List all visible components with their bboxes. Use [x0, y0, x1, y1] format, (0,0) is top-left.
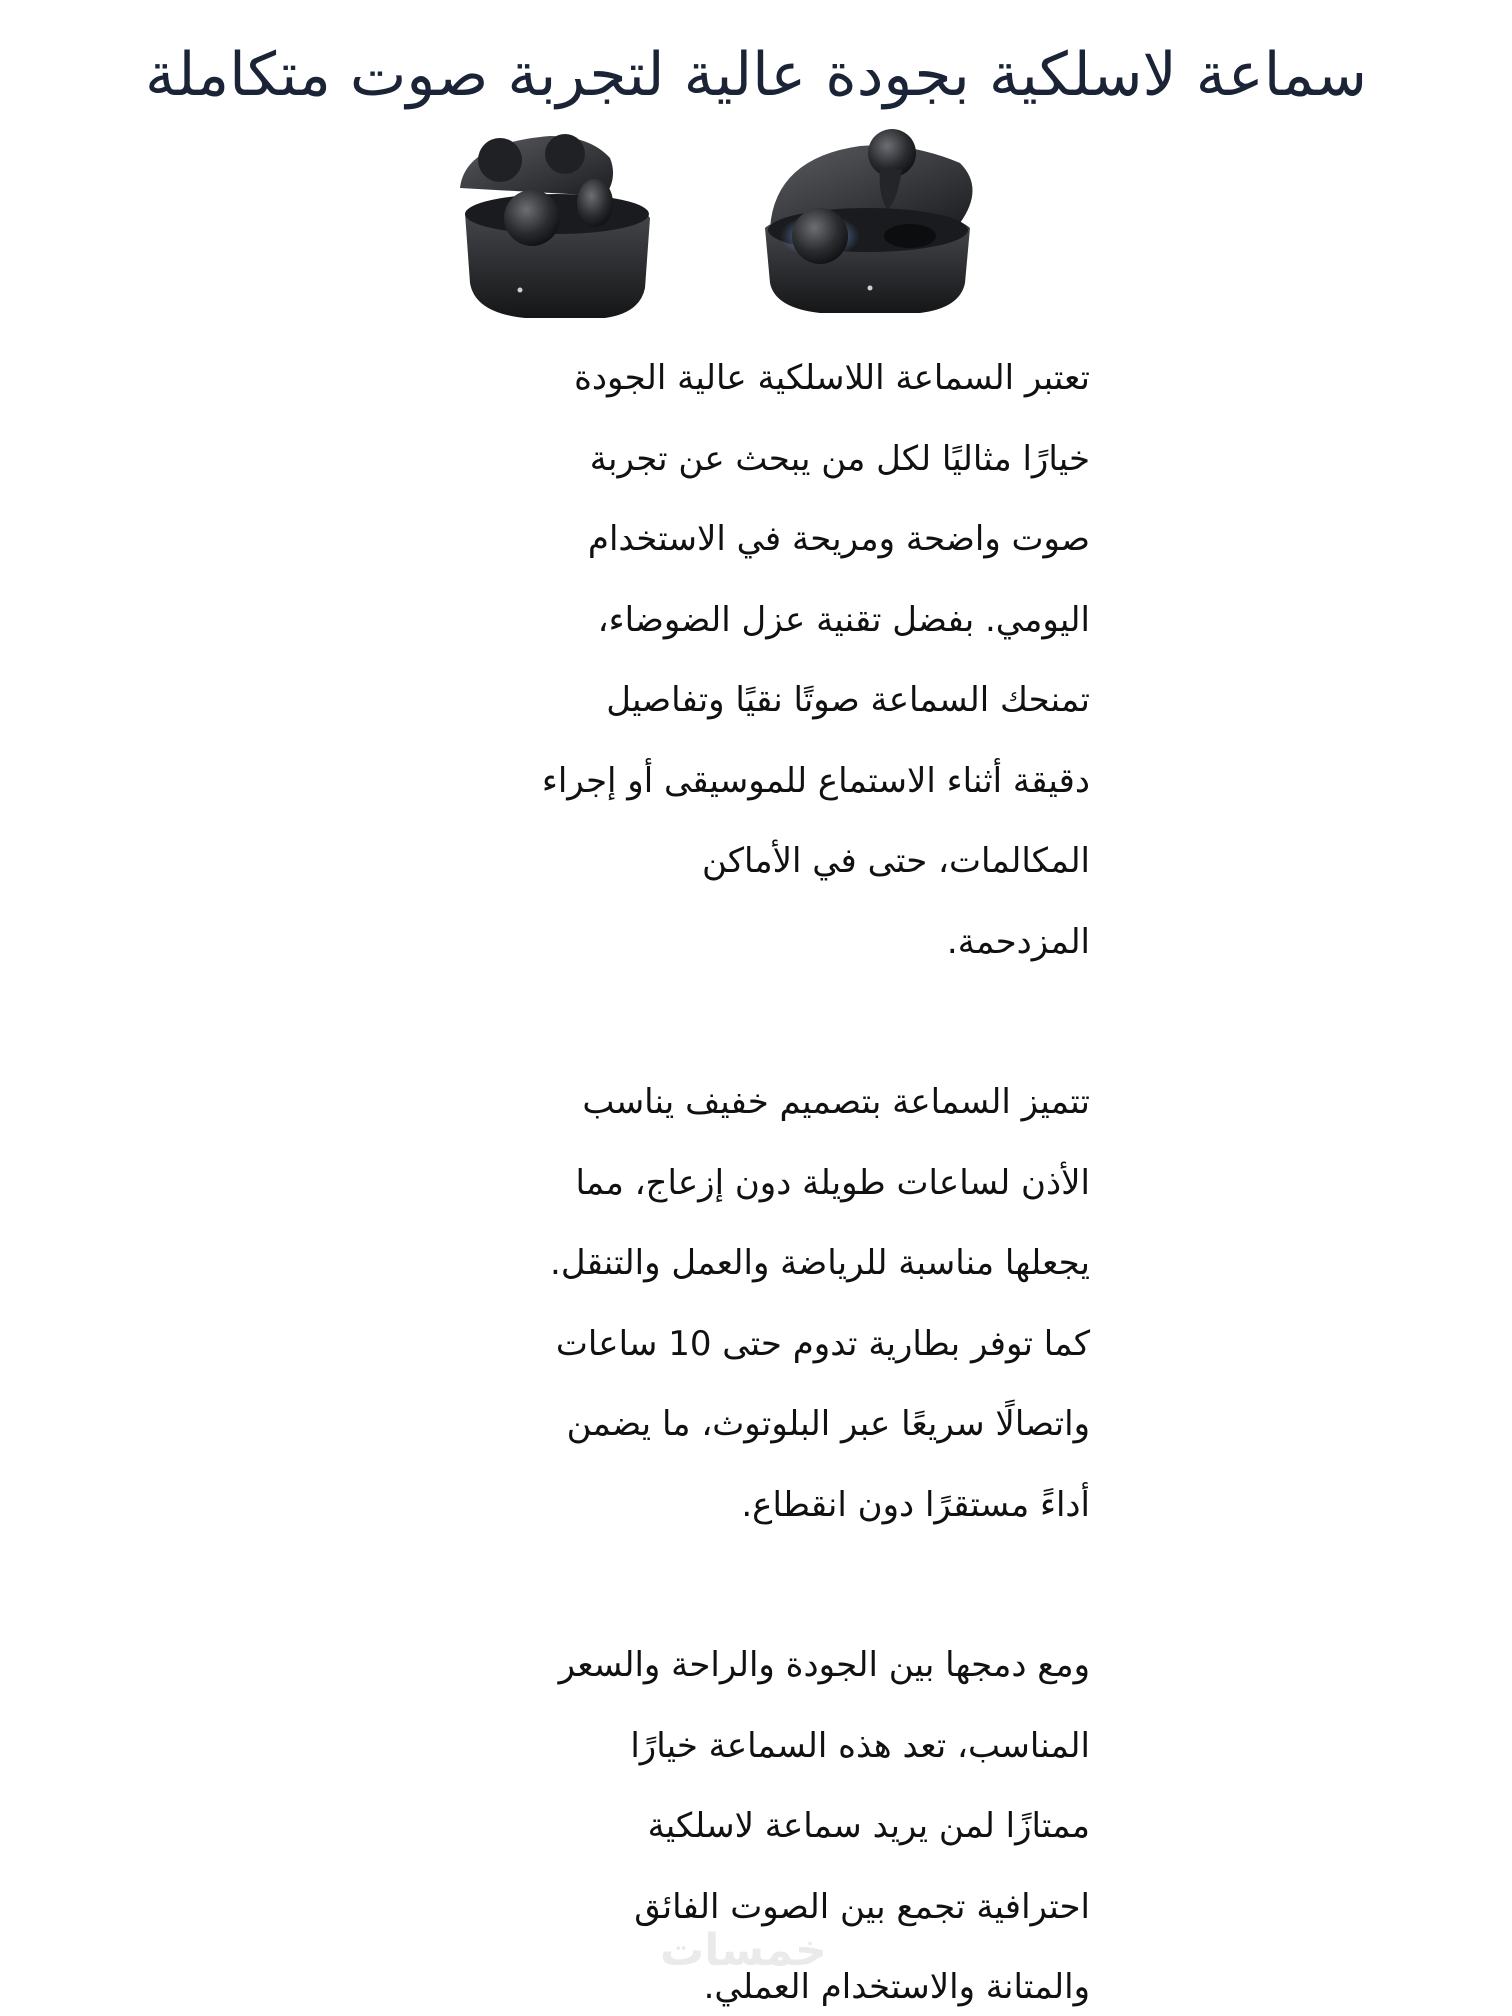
article-body — [490, 338, 1090, 2016]
text-line: المزدحمة. — [946, 921, 1090, 962]
earbuds-illustration — [440, 118, 1080, 333]
text-line: صوت واضحة ومريحة في الاستخدام — [587, 519, 1090, 559]
text-line: تعتبر السماعة اللاسلكية عالية الجودة — [574, 358, 1090, 398]
text-line: كما توفر بطارية تدوم حتى 10 ساعات — [555, 1323, 1090, 1364]
earbud-case-icon — [460, 134, 650, 318]
paragraph-3 — [490, 1625, 1090, 2016]
text-line: ممتازًا لمن يريد سماعة لاسلكية — [647, 1806, 1090, 1846]
text-line: والمتانة والاستخدام العملي. — [703, 1967, 1090, 2007]
paragraph-1 — [490, 338, 1090, 982]
text-line: واتصالًا سريعًا عبر البلوتوث، ما يضمن — [566, 1404, 1090, 1444]
text-line: يجعلها مناسبة للرياضة والعمل والتنقل. — [550, 1243, 1090, 1283]
watermark-logo: خمسات — [660, 1925, 827, 1976]
text-line: خيارًا مثاليًا لكل من يبحث عن تجربة — [589, 438, 1090, 479]
text-line: دقيقة أثناء الاستماع للموسيقى أو إجراء — [541, 760, 1090, 801]
text-line: اليومي. بفضل تقنية عزل الضوضاء، — [597, 599, 1090, 640]
text-line: أداءً مستقرًا دون انقطاع. — [741, 1484, 1090, 1525]
text-line: تمنحك السماعة صوتًا نقيًا وتفاصيل — [606, 680, 1090, 720]
text-line: المكالمات، حتى في الأماكن — [701, 841, 1090, 881]
text-line: المناسب، تعد هذه السماعة خيارًا — [630, 1725, 1090, 1766]
text-line: تتميز السماعة بتصميم خفيف يناسب — [582, 1082, 1090, 1122]
earbud-case-open-icon — [765, 129, 973, 313]
text-line: الأذن لساعات طويلة دون إزعاج، مما — [575, 1162, 1090, 1203]
paragraph-2 — [490, 1062, 1090, 1545]
page-title: سماعة لاسلكية بجودة عالية لتجربة صوت متكاملة — [145, 40, 1367, 110]
product-images — [440, 118, 1080, 333]
text-line: ومع دمجها بين الجودة والراحة والسعر — [558, 1645, 1090, 1685]
text-line: احترافية تجمع بين الصوت الفائق — [634, 1886, 1090, 1927]
